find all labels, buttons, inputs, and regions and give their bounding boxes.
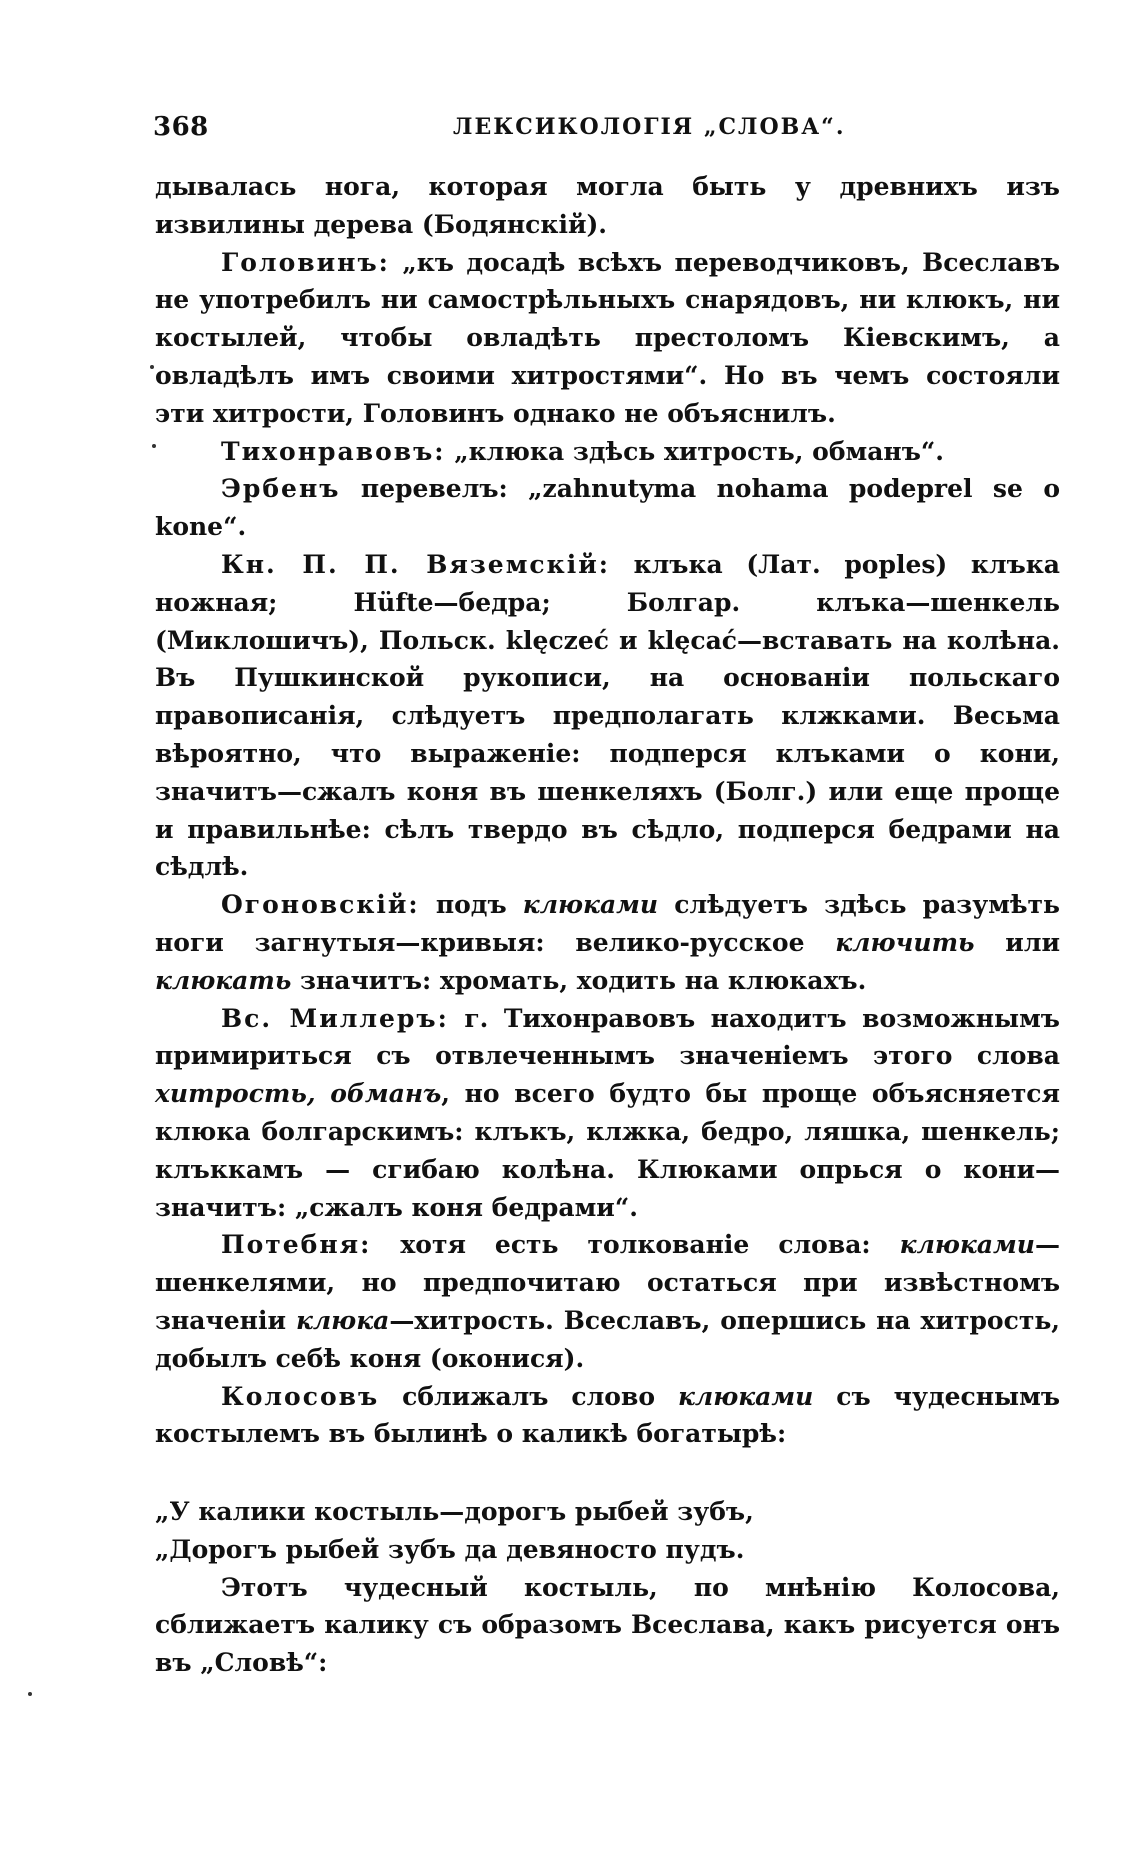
paragraph-vyazemsky [155,546,1060,886]
paragraph-text: съ чудеснымъ костылемъ въ былинѣ о каликѣ богатырѣ: [155,1381,1061,1449]
running-header [153,112,1053,152]
paragraph-text: г. Тихонравовъ находитъ возможнымъ примириться съ отвлеченнымъ значеніемъ этого слова [155,1003,1060,1071]
paragraph-text: слѣдуетъ здѣсь разумѣть ноги загнутыя—кривыя: велико-русское [155,890,1060,957]
paragraph-ogonovsky [155,886,1060,999]
running-title: ЛЕКСИКОЛОГІЯ „СЛОВА“. [453,114,846,140]
paragraph-miller [155,1000,1060,1227]
paragraph-tikhonravov [155,433,1060,471]
paragraph-text: „къ досадѣ всѣхъ переводчиковъ, Всеславъ не употребилъ ни самострѣльныхъ снарядовъ, ни клюкъ, ни костылей, чтобы овладѣть престоломъ Кіевскимъ, а овладѣлъ имъ своими хитростями“. Но въ чемъ состояли эти хитрости, Головинъ однако не объяснилъ. [155,247,1060,428]
author-name: Потебня: [221,1230,372,1260]
paragraph-golovin [155,244,1060,433]
author-name: Вс. Миллеръ: [221,1003,449,1033]
verse-line: „Дорогъ рыбей зубъ да девяносто пудъ. [155,1534,745,1564]
italic-term: клюками [522,890,659,920]
paragraph-text: „клюка здѣсь хитрость, обманъ“. [445,436,944,466]
verse-line: „У калики костыль—дорогъ рыбей зубъ, [155,1497,754,1527]
author-name: Колосовъ [221,1381,380,1411]
paragraph-text: —хитрость. Всеславъ, опершись на хитрость, добылъ себѣ коня (оконися). [155,1305,1060,1373]
paragraph-potebnya [155,1226,1060,1377]
paragraph-text: или [974,927,1060,957]
paragraph-erben [155,470,1060,546]
speck-mark [150,365,154,369]
italic-term: клюка [295,1305,390,1335]
italic-term: ключить [835,927,975,957]
italic-term: хитрость, обманъ [155,1079,442,1109]
paragraph-text: подъ [419,890,523,920]
paragraph-text: хотя есть толкованіе слова: [371,1230,900,1260]
paragraph-text: перевелъ: „zahnutyma nohama podeprel se o kone“. [155,474,1060,542]
italic-term: клюками [677,1381,814,1411]
paragraph-text: , но всего будто бы проще объясняется клюка болгарскимъ: клъкъ, клжка, бедро, ляшка, шенкель; клъккамъ — сгибаю колѣна. Клюками опрься о кони—значитъ: „сжалъ коня бедрами“. [155,1079,1060,1222]
speck-mark [28,1692,32,1696]
author-name: Тихонравовъ: [221,436,446,466]
author-name: Кн. П. П. Вяземскій: [221,549,610,579]
paragraph-text: —шенкелями, но предпочитаю остаться при извѣстномъ значеніи [155,1230,1060,1335]
speck-mark [152,444,156,448]
italic-term: клюкать [155,965,292,995]
author-name: Эрбенъ [221,474,341,504]
page-number: 368 [153,112,209,142]
author-name: Головинъ: [221,247,390,277]
paragraph-text: клъка (Лат. poples) клъка ножная; Hüfte—бедра; Болгар. клъка—шенкель (Миклошичъ), Польск. klęczeć и klęcać—вставать на колѣна. Въ Пушкинской рукописи, на основаніи польскаго правописанія, слѣдуетъ предполагать клжками. Весьма вѣроятно, что выраженіе: подперся клъками о кони, значитъ—сжалъ коня въ шенкеляхъ (Болг.) или еще проще и правильнѣе: сѣлъ твердо въ сѣдло, подперся бедрами на сѣдлѣ. [155,549,1060,882]
paragraph-text: значитъ: хромать, ходить на клюкахъ. [291,965,867,995]
paragraph-kolosov [155,1378,1060,1454]
author-name: Огоновскій: [221,890,420,920]
body-text [155,168,1060,1682]
paragraph-closing: Этотъ чудесный костыль, по мнѣнію Колосова, сближаетъ калику съ образомъ Всеслава, какъ рисуется онъ въ „Словѣ“: [155,1572,1060,1678]
italic-term: клюками [899,1230,1035,1260]
paragraph-continuation: дывалась нога, которая могла быть у древнихъ изъ извилины дерева (Бодянскій). [155,172,1060,239]
paragraph-text: сближалъ слово [379,1381,678,1411]
